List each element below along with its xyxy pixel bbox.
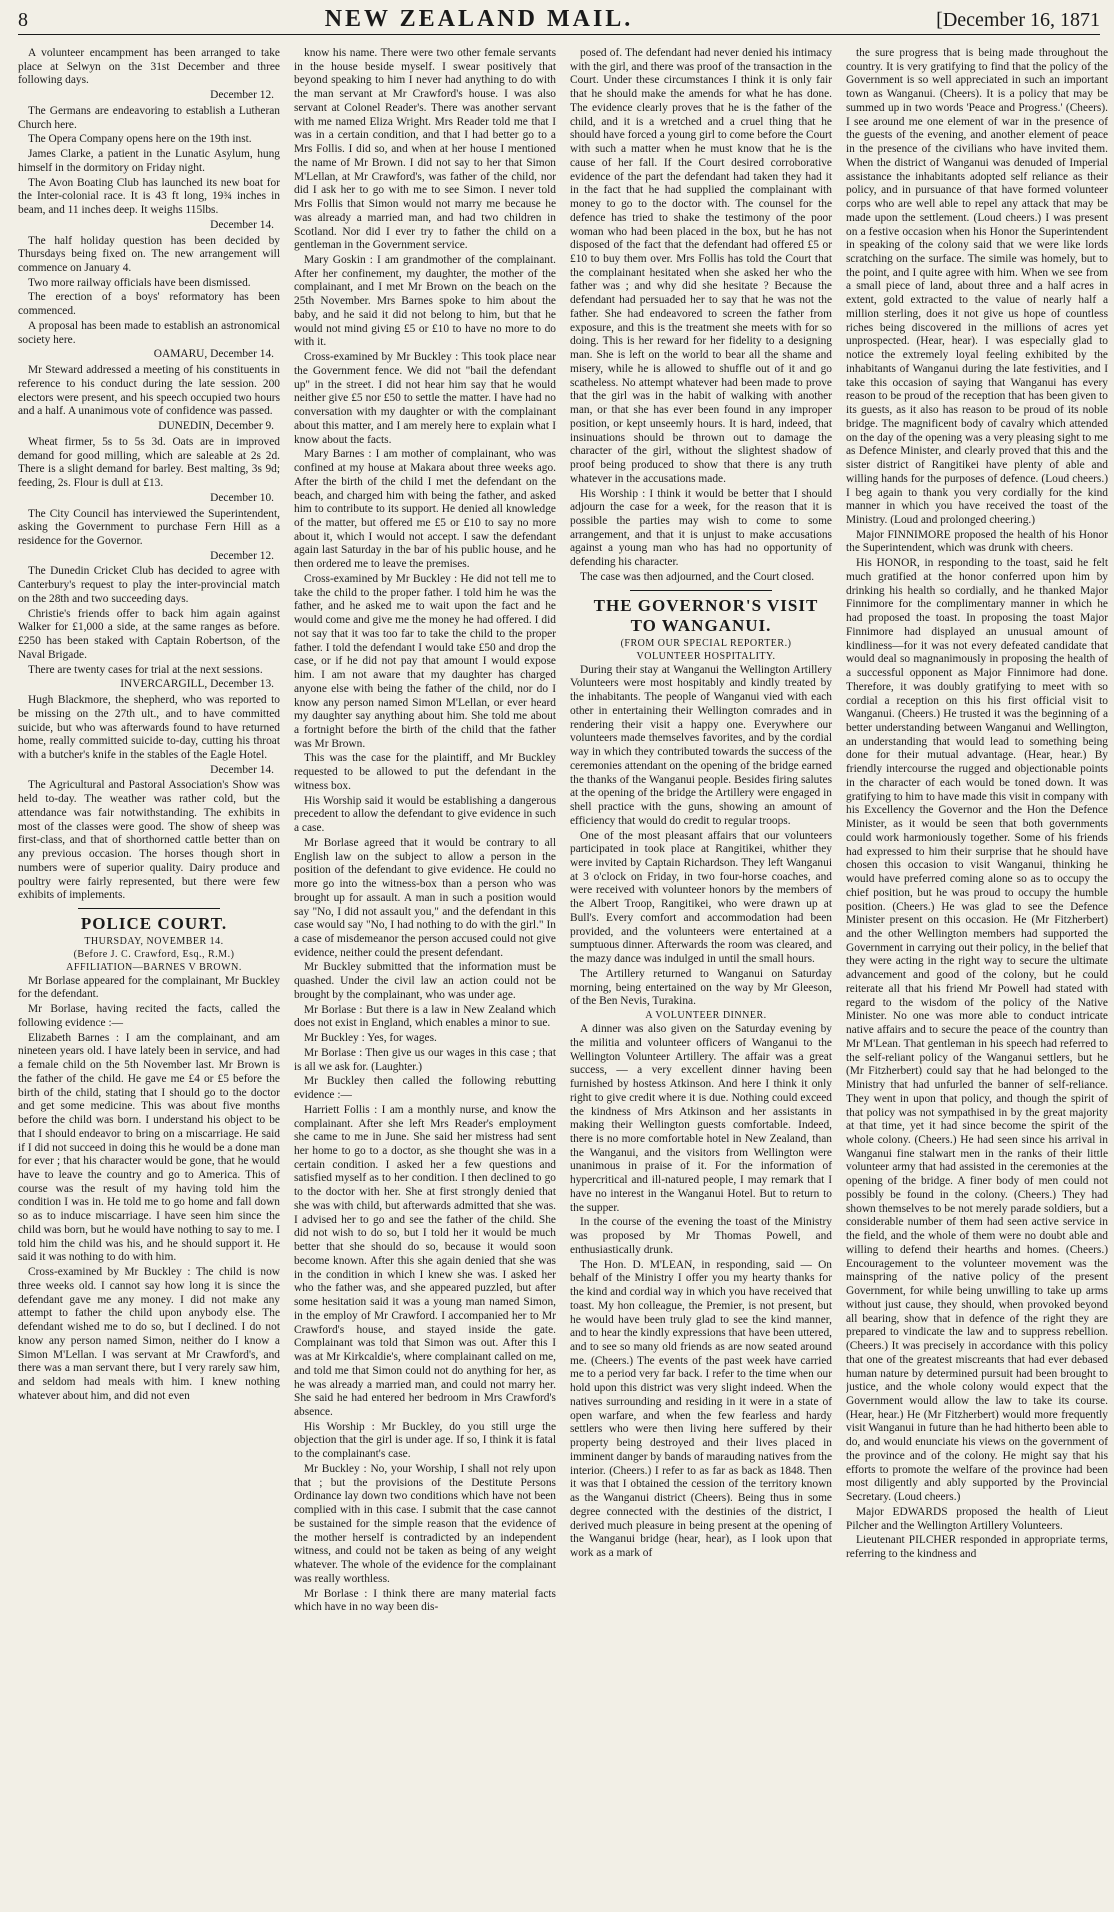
paragraph: A volunteer encampment has been arranged to take place at Selwyn on the 31st December and three following days. <box>18 47 280 87</box>
paragraph: Mr Buckley then called the following rebutting evidence :— <box>294 1075 556 1102</box>
paragraph: Cross-examined by Mr Buckley : This took place near the Government fence. We did not "bail the defendant up" in the street. I did not hear him say that he would neither give £5 nor £50 to settle the matter. I have had no conversation with my daughter or with the complainant about this matter, and I am merely here to explain what I know about the facts. <box>294 351 556 446</box>
dateline: December 14. <box>210 218 274 231</box>
paragraph: Mr Borlase : But there is a law in New Zealand which does not exist in England, which enables a minor to sue. <box>294 1003 556 1030</box>
paragraph: During their stay at Wanganui the Wellington Artillery Volunteers were most hospitably and kindly treated by the inhabitants. The people of Wanganui vied with each other in entertaining their Wellington comrades and in rendering their visit a happy one. Everywhere our volunteers made themselves favorites, and by the cordial way in which they contributed towards the success of the ceremonies attendant on the opening of the bridge earned the thanks of the Wanganui people. Besides firing salutes at the opening of the bridge the Artillery were engaged in shell practice with the guns, showing an amount of efficiency that would do credit to regular troops. <box>570 663 832 827</box>
paragraph: Mr Borlase : Then give us our wages in this case ; that is all we ask for. (Laughter.) <box>294 1046 556 1073</box>
paragraph: Mr Buckley submitted that the information must be quashed. Under the civil law an action could not be brought by the complainant, who was under age. <box>294 961 556 1001</box>
paragraph: The Opera Company opens here on the 19th inst. <box>28 133 252 146</box>
section-subheading: VOLUNTEER HOSPITALITY. <box>636 650 776 662</box>
section-heading: THE GOVERNOR'S VISIT TO WANGANUI. <box>593 595 819 636</box>
dateline: OAMARU, December 14. <box>153 348 274 361</box>
paragraph: His Worship said it would be establishing a dangerous precedent to allow the defendant to give evidence in such a case. <box>294 794 556 835</box>
dateline: December 12. <box>210 549 274 562</box>
paragraph: the sure progress that is being made throughout the country. It is very gratifying to find that the policy of the Government is so well appreciated in such an important town as Wanganui. (Cheers). It is a policy that may be summed up in two words 'Peace and Progress.' (Cheers). I see around me one element of war in the presence of the guests of the evening, and another element of peace in the presence of the civilians who have invited them. When the district of Wanganui was denuded of Imperial assistance the inhabitants adopted self reliance as their policy, and in pursuance of that have formed volunteer corps who are well able to repel any attack that may be made upon the settlement. (Loud cheers.) I was present on a festive occasion when his Honor the Superintendent in speaking of the colony said that we were like lords scratching on the surface. The simile was homely, but to the point, and I quite agree with him. When we see from a small piece of land, about three and a half acres in extent, gold extracted to the value of nearly half a million sterling, does it not give us hope of countless riches being discovered in the millions of acres yet unprospected. (Hear, hear). I was especially glad to notice the extremely loyal feeling exhibited by the inhabitants of Wanganui during the late festivities, and I take this occasion of saying that Wanganui has every reason to be proud of the reception that has been given to its guests, as it also has reason to be proud of its noble bridge. The magnificent body of cavalry which attended on the day of the opening was a very pleasing sight to me as Defence Minister, and clearly proved that this and the sister district of Rangitikei have plenty of able and willing hands for the purposes of defence. (Loud cheers.) I beg again to thank you very cordially for the kind manner in which you have received the toast of the Ministry. (Loud and prolonged cheering.) <box>846 47 1108 526</box>
paragraph: A dinner was also given on the Saturday evening by the militia and volunteer officers of Wanganui to the Wellington Volunteer Artillery. The affair was a great success, — a very excellent dinner having been furnished by hostess Atkinson. And here I think it only right to give credit where it is due. Nothing could exceed the kindness of Mrs Atkinson and her assistants in making their Wellington guests comfortable. Indeed, there is no more comfortable hotel in New Zealand, than the Wanganui, and the visitors from Wellington were unanimous in praise of it. For the information of hypercritical and ill-natured people, I may remark that I have no interest in the Wanganui Hotel. But to return to the supper. <box>570 1023 832 1214</box>
masthead <box>18 6 1100 35</box>
paragraph: Cross-examined by Mr Buckley : The child is now three weeks old. I cannot say how long it is since the defendant gave me any money. I did not make any attempt to father the child upon anybody else. The defendant wished me to do so, but I declined. I do not know any person named Simon, neither do I know a Simon M'Lellan. I was servant at Mr Crawford's, and there was a man servant there, but I very rarely saw him, and seldom had meals with him. I knew nothing whatever about him, and did not even <box>18 1266 280 1402</box>
paragraph: Harriett Follis : I am a monthly nurse, and know the complainant. After she left Mrs Reader's employment she came to me in June. She said her mistress had sent her home to go to a doctor, as she thought she was in a certain condition. I asked her a few questions and satisfied myself as to her condition. I then declined to go to the doctor with her. She at first strongly denied that she was with child, but afterwards admitted that she was. I advised her to go and see the father of the child. She did not wish to do so, but I told her it would be much better that she should do so, because it would soon become known. After this she again denied that she was in the condition in which I knew she was. I asked her who the father was, and she appeared puzzled, but after some hesitation said it was a young man named Simon, in the employ of Mr Crawford. I accompanied her to Mr Crawford's house, and stayed inside the gate. Complainant was told that Simon was out. After this I was at Mr Kirkcaldie's, where complainant called on me, and told me that Simon could not do anything for her, as he was already a married man, and could not marry her. She said he had entered her bedroom in Mrs Crawford's absence. <box>294 1103 556 1418</box>
article-columns <box>18 47 1108 1897</box>
paragraph: This was the case for the plaintiff, and Mr Buckley requested to be allowed to put the defendant in the witness box. <box>294 752 556 792</box>
dateline: December 10. <box>210 491 274 504</box>
issue-date: [December 16, 1871 <box>936 9 1100 31</box>
paragraph: Two more railway officials have been dismissed. <box>28 276 251 289</box>
paragraph: Mr Borlase, having recited the facts, called the following evidence :— <box>18 1003 280 1029</box>
section-heading: POLICE COURT. <box>80 914 228 934</box>
dateline: INVERCARGILL, December 13. <box>120 678 274 691</box>
paragraph: The Germans are endeavoring to establish a Lutheran Church here. <box>18 104 280 131</box>
paragraph: The half holiday question has been decided by Thursdays being fixed on. The new arrangement will commence on January 4. <box>18 234 280 275</box>
paragraph: Mr Borlase : I think there are many material facts which have in no way been dis- <box>294 1587 556 1614</box>
dateline: DUNEDIN, December 9. <box>158 420 274 433</box>
paragraph: Mr Buckley : No, your Worship, I shall not rely upon that ; but the provisions of the Destitute Persons Ordinance lay down two conditions which have not been complied with in this case. I submit that the case cannot be sustained for the simple reason that the evidence of the mother herself is contradicted by an independent witness, and could not be taken as being of any weight whatever. The whole of the evidence for the complainant was really worthless. <box>294 1462 556 1585</box>
column-1 <box>18 47 280 1897</box>
paragraph: His Worship : I think it would be better that I should adjourn the case for a week, for the reason that it is possible the parties may wish to come to some arrangement, and that it is unjust to make accusations against a young man who has had no opportunity of defending his character. <box>570 487 832 569</box>
paragraph: The Agricultural and Pastoral Association's Show was held to-day. The weather was rather cold, but the attendance was fair notwithstanding. The exhibits in most of the classes were good. The show of sheep was first-class, and that of shorthorned cattle better than on any previous occasion. The horses though short in numbers were of superior quality. Dairy produce and poultry were fairly represented, but there were few exhibits of implements. <box>18 779 280 902</box>
paragraph: Mr Buckley : Yes, for wages. <box>304 1032 437 1045</box>
column-2 <box>294 47 556 1897</box>
column-4 <box>846 47 1108 1897</box>
paragraph: Major FINNIMORE proposed the health of his Honor the Superintendent, which was drunk with cheers. <box>846 528 1108 555</box>
column-3 <box>570 47 832 1897</box>
paragraph: In the course of the evening the toast of the Ministry was proposed by Mr Thomas Powell, and enthusiastically drunk. <box>570 1216 832 1256</box>
paragraph: Lieutenant PILCHER responded in appropriate terms, referring to the kindness and <box>846 1534 1108 1561</box>
paragraph: Elizabeth Barnes : I am the complainant, and am nineteen years old. I have lately been in service, and had a female child on the 5th November last. Mr Brown is the father of the child. He gave me £4 or £5 before the birth of the child, stating that I should go to the doctor and get some medicine. This was about five months before the child was born. I understand his object to be that I should endeavor to bring on a miscarriage. He said if I did not succeed in doing this he would be a done man for ever ; that his character would be gone, that he would have to leave the country and go to America. This of course was the result of my having told him the condition I was in. He told me to go home and fall down so as to induce miscarriage. I have seen him since the child was born, but he would have nothing to say to me. I told him the child was his, and he should support it. He said it was nothing to do with him. <box>18 1031 280 1264</box>
paragraph: The City Council has interviewed the Superintendent, asking the Government to purchase Fern Hill as a residence for the Governor. <box>18 507 280 547</box>
page-number: 8 <box>18 9 28 31</box>
paragraph: The Artillery returned to Wanganui on Saturday morning, being entertained on the way by Mr Gleeson, of the Ben Nevis, Turakina. <box>570 967 832 1008</box>
paragraph: There are twenty cases for trial at the next sessions. <box>28 663 263 676</box>
paragraph: Major EDWARDS proposed the health of Lieut Pilcher and the Wellington Artillery Volunteers. <box>846 1505 1108 1532</box>
section-subheading: A VOLUNTEER DINNER. <box>645 1010 767 1022</box>
paragraph: The erection of a boys' reformatory has been commenced. <box>18 291 280 318</box>
section-subheading: THURSDAY, NOVEMBER 14. <box>84 935 224 947</box>
paragraph: Mary Goskin : I am grandmother of the complainant. After her confinement, my daughter, the mother of the complainant, and I met Mr Brown on the beach on the 25th November. Mrs Barnes spoke to him about the baby, and he said it did not belong to him, but that he would not mind giving £5 or £10 to have no more to do with it. <box>294 254 556 349</box>
section-subheading: AFFILIATION—BARNES V BROWN. <box>66 961 242 973</box>
paragraph: His Worship : Mr Buckley, do you still urge the objection that the girl is under age. If so, I think it is fatal to the complainant's case. <box>294 1420 556 1461</box>
paragraph: Christie's friends offer to back him again against Walker for £1,000 a side, at the same ranges as before. £250 has been staked with Captain Robertson, of the Naval Brigade. <box>18 607 280 661</box>
paragraph: Wheat firmer, 5s to 5s 3d. Oats are in improved demand for good milling, which are saleable at 2s 2d. There is a slight demand for barley. Best malting, 3s 9d; feeding, 2s. Flour is dull at £13. <box>18 435 280 490</box>
paragraph: posed of. The defendant had never denied his intimacy with the girl, and there was proof of the transaction in the Court. Under these circumstances I think it is only fair that he should make the amends for what he has done. The evidence clearly proves that he is the father of the child, and it is a wretched and a cruel thing that he should have forced a young girl to come before the Court with such a matter when he must know that he is the cause of her fall. If the Court desired corroborative evidence of the part the defendant had taken they had it in the fact that he had supplied the complainant with money to go to the doctor with. The counsel for the defence has tried to shake the testimony of the poor woman who had been placed in the box, but he has not disposed of the fact that the defendant had offered £5 or £10 to buy them over. Mrs Follis has told the Court that the complainant hesitated when she asked her who the father was ; and why did she hesitate ? Because the defendant had persuaded her to say that he was not the father. She had endeavored to screen the father from exposure, and this is the treatment she meets with for so doing. This is her reward for her fidelity to a designing man. She is left on the world to bear all the shame and misery, while he is allowed to shuffle out of it and go scatheless. No attempt whatever had been made to prove that the girl was in the habit of walking with another man, or that she has ever been found in any improper position, or kept unseemly hours. It is hard, indeed, that insinuations should be thrown out to damage the character of the girl, without the slightest shadow of proof being produced to show that there is any truth whatever in the accusations made. <box>570 47 832 485</box>
paragraph: The Hon. D. M'LEAN, in responding, said — On behalf of the Ministry I offer you my hearty thanks for the kind and cordial way in which you have received that toast. My hon colleague, the Premier, is not present, but he would have been truly glad to see the kind manner, and to hear the kindly expressions that have been uttered, and to see so many old friends as are now seated around me. (Cheers.) The events of the past week have carried me to a period very far back. I refer to the time when our hold upon this district was very slight indeed. When the natives surrounding and residing in it were in a state of open warfare, and when the few fearless and hardy settlers who were then living here suffered by their property being destroyed and their lives placed in imminent danger by bands of marauding natives from the interior. (Cheers.) I refer to as far as back as 1848. Then it was that I obtained the cession of the territory known as the Wanganui district (Cheers). Being thus in some degree connected with the destinies of the district, I derived much pleasure in being present at the opening of the Wanganui bridge (hear, hear), as I look upon that work as a mark of <box>570 1258 832 1560</box>
paragraph: A proposal has been made to establish an astronomical society here. <box>18 319 280 346</box>
paragraph: Mr Borlase appeared for the complainant, Mr Buckley for the defendant. <box>18 974 280 1001</box>
dateline: December 12. <box>210 89 274 102</box>
newspaper-title: NEW ZEALAND MAIL. <box>324 6 634 32</box>
paragraph: Mr Steward addressed a meeting of his constituents in reference to his conduct during the late session. 200 electors were present, and his speech occupied two hours and a half. A unanimous vote of confidence was passed. <box>18 364 280 418</box>
paragraph: Mr Borlase agreed that it would be contrary to all English law on the subject to allow a person in the position of the defendant to give evidence. He could no more go into the witness-box than a person who was brought up for assault. A man in such a position would say "No, I did not assault you," and the defendant in this case would say "No, I had nothing to do with the girl." In a case of misdemeanor the person accused could not give evidence, neither could the present defendant. <box>294 836 556 959</box>
section-subheading: (FROM OUR SPECIAL REPORTER.) <box>620 637 792 649</box>
paragraph: One of the most pleasant affairs that our volunteers participated in took place at Rangitikei, whither they were invited by Captain Richardson. They left Wanganui at 3 o'clock on Friday, in two four-horse coaches, and were received with volunteer honors by the members of the Albert Troop, Rangitikei, who were drawn up at Bull's. Every comfort and accommodation had been provided, and the volunteers were entertained at a sumptuous dinner. Afterwards the room was cleared, and the mazy dance was indulged in until the small hours. <box>570 829 832 966</box>
paragraph: Hugh Blackmore, the shepherd, who was reported to be missing on the 27th ult., and to have committed suicide, but who was afterwards found to have returned home, really committed suicide to-day, cutting his throat with a butcher's knife in the stables of the Eagle Hotel. <box>18 694 280 761</box>
section-subheading: (Before J. C. Crawford, Esq., R.M.) <box>73 948 235 960</box>
paragraph: The case was then adjourned, and the Court closed. <box>580 570 815 583</box>
paragraph: know his name. There were two other female servants in the house beside myself. I swear positively that beyond speaking to him I never had anything to do with the man servant at Mr Crawford's house. I was also servant at Colonel Reader's. There was another servant with me named Eliza Wright. Mrs Reader told me that I was in a certain condition, and that I had better go to a Mrs Follis. I did so, and when at her house I mentioned the name of Mr Brown. I did not say to her that Simon M'Lellan, at Mr Crawford's, was father of the child, nor did I ask her to go with me to see Simon. I never told Mrs Follis that Simon would not marry me because he was already a married man, and had two children in Scotland. Nor did I ever try to father the child on a gentleman in the Government service. <box>294 47 556 252</box>
paragraph: Mary Barnes : I am mother of complainant, who was confined at my house at Makara about three weeks ago. After the birth of the child I met the defendant on the beach, and charged him with being the father, and asked him to contribute to its support. He denied all knowledge of the matter, but offered me £5 or £10 to say no more about it, which I would not accept. I saw the defendant again last Saturday in the bar of his public house, and he then ordered me to leave the premises. <box>294 448 556 571</box>
section-divider <box>78 908 220 909</box>
paragraph: The Avon Boating Club has launched its new boat for the Inter-colonial race. It is 43 ft long, 19¾ inches in beam, and 11 inches deep. It weighs 115lbs. <box>18 176 280 217</box>
dateline: December 14. <box>210 763 274 776</box>
section-divider <box>630 590 772 591</box>
paragraph: The Dunedin Cricket Club has decided to agree with Canterbury's request to play the inter-provincial match on the 28th and two succeeding days. <box>18 565 280 605</box>
paragraph: His HONOR, in responding to the toast, said he felt much gratified at the honor conferred upon him by drinking his health so cordially, and he thanked Major Finnimore for the complimentary manner in which he had proposed the toast. In proposing the toast Major Finnimore had displayed an unusual amount of kindliness—for it was not every defeated candidate that would deal so magnanimously in proposing the health of a successful opponent as Major Finnimore had done. Therefore, it was doubly gratifying to meet with so cordial a reception on this his first official visit to Wanganui. (Cheers.) He trusted it was the beginning of a better understanding between Wanganui and Wellington, an understanding that would lead to something being done for their mutual advantage. (Hear, hear.) By friendly intercourse the rugged and objectionable points in the character of each would be toned down. It was gratifying to him to have made this visit in company with his Excellency the Governor and the Hon the Defence Minister, as it would be seen that both governments could work harmoniously together. Some of his friends had expressed to him their surprise that he should have chosen this occasion to visit Wanganui, thinking he would have preferred coming alone so as to occupy the chief position, but he was proud to occupy the humble position. (Cheers.) He was glad to see the Defence Minister present on this occasion. He (Mr Fitzherbert) and the other Wellington members had supported the Government in carrying out their policy, in the belief that they were acting in the right way to secure the ultimate advancement and good of the colony, but he could reiterate all that his friend Mr Powell had stated with regard to the wisdom of the policy of the Native Minister. No one was more able to conduct intricate native affairs and to secure the peace of the country than Mr M'Lean. That gentleman in his speech had referred to the self-reliant policy of the Wanganui settlers, but he (Mr Fitzherbert) could say that he had belonged to the Ministry that had unfurled the banner of self-reliance. They went in upon that policy, and though the spirit of that policy was not sympathised in by the great majority at that time, yet it had since become the spirit of the whole colony. (Cheers.) He had seen since his arrival in Wanganui fine stalwart men in the ranks of their little volunteer army that had assisted in the ceremonies at the opening of the bridge. A finer body of men could not possibly be found in the colony. (Cheers.) They had shown themselves to be not merely parade soldiers, but a considerable number of them had seen active service in the field, and the whole of them were no doubt able and willing to defend their hearths and homes. (Cheers.) Encouragement to the volunteer movement was the mainspring of the native policy of the present Government, for while being unwilling to take up arms without just cause, they should, when provoked beyond all bearing, show that in defence of the right they are prepared to vindicate the law and to suppress rebellion. (Cheers.) It was precisely in accordance with this policy that one of the greatest miscreants that had ever debased human nature by determined pursuit had been brought to justice, and the whole colony would expect that the Government would allow the law to take its course. (Hear, hear.) He (Mr Fitzherbert) would more frequently visit Wanganui in future than he had hitherto been able to do, and would enunciate his views on the government of the province and of the colony. He might say that his efforts to promote the welfare of the province had been most diligently and ably supported by the Provincial Secretary. (Loud cheers.) <box>846 557 1108 1504</box>
paragraph: Cross-examined by Mr Buckley : He did not tell me to take the child to the proper father. I told him he was the father, and he asked me to wait upon the fact and he would come and give me the money he had offered. I did not say that it was too far to take the child to the proper father. I told the defendant I would take £50 and drop the case, or if he did not pay that amount I would expose him. I am not aware that my daughter has charged anyone else with being the father of the child, nor do I know any person named Simon M'Lellan, or ever heard my daughter say anything about him. She told me about a fortnight before the birth of the child that the father was Mr Brown. <box>294 572 556 750</box>
paragraph: James Clarke, a patient in the Lunatic Asylum, hung himself in the dormitory on Friday night. <box>18 148 280 174</box>
